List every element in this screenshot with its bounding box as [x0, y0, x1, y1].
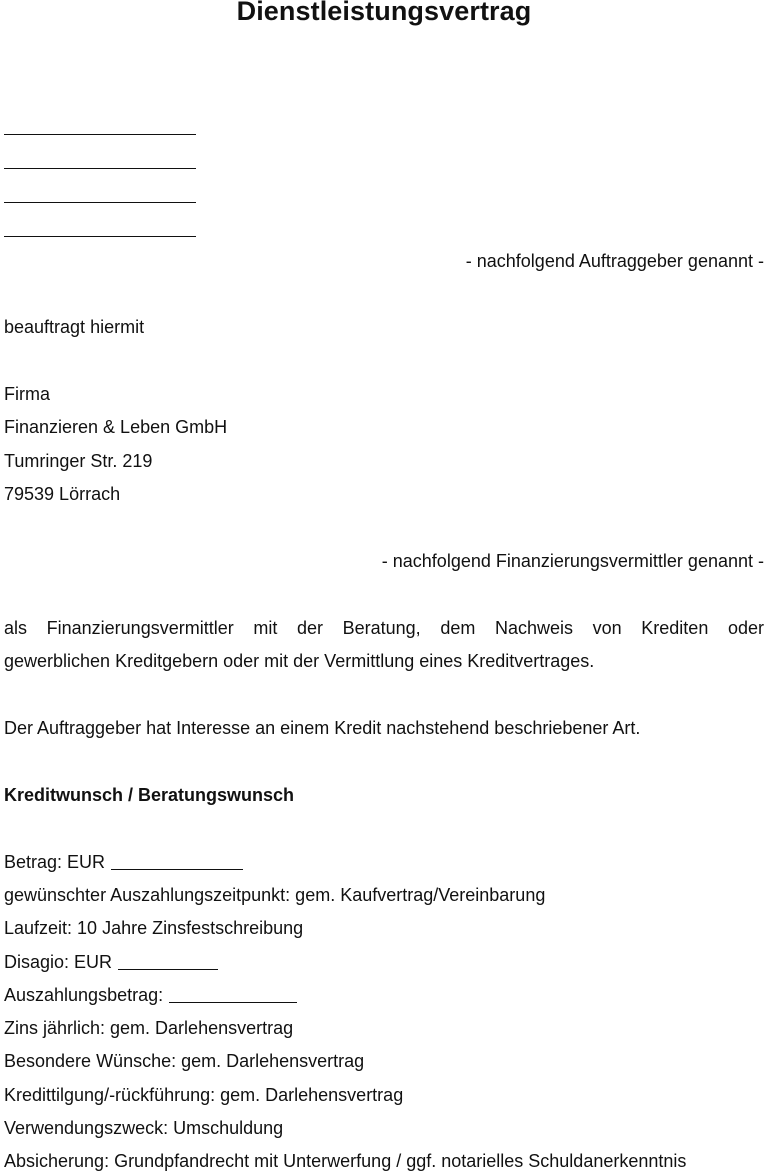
firma-city: 79539 Lörrach [4, 484, 121, 504]
field-wuensche: Besondere Wünsche: gem. Darlehensvertrag [4, 1051, 365, 1071]
firma-label: Firma [4, 384, 50, 404]
field-zins: Zins jährlich: gem. Darlehensvertrag [4, 1018, 294, 1038]
auftraggeber-blank-line-4[interactable] [4, 236, 196, 237]
paragraph1-line1: als Finanzierungsvermittler mit der Beratung, dem Nachweis von Krediten oder [4, 618, 764, 638]
auszahlungsbetrag-blank-line[interactable] [169, 1002, 297, 1003]
vermittler-genannt-text: - nachfolgend Finanzierungsvermittler genannt - [381, 551, 764, 571]
field-zweck: Verwendungszweck: Umschuldung [4, 1118, 284, 1138]
auftraggeber-blank-line-1[interactable] [4, 134, 196, 135]
field-disagio-label: Disagio: EUR [4, 952, 113, 972]
firma-name: Finanzieren & Leben GmbH [4, 417, 228, 437]
section-heading: Kreditwunsch / Beratungswunsch [4, 785, 295, 805]
auftraggeber-genannt-text: - nachfolgend Auftraggeber genannt - [465, 251, 764, 271]
field-betrag-label: Betrag: EUR [4, 852, 106, 872]
firma-street: Tumringer Str. 219 [4, 451, 153, 471]
betrag-blank-line[interactable] [111, 869, 243, 870]
document-title: Dienstleistungsvertrag [236, 0, 532, 26]
paragraph1-line2: gewerblichen Kreditgebern oder mit der Vermittlung eines Kreditvertrages. [4, 651, 595, 671]
field-disagio [4, 951, 218, 973]
disagio-blank-line[interactable] [118, 969, 218, 970]
field-tilgung: Kredittilgung/-rückführung: gem. Darlehensvertrag [4, 1085, 404, 1105]
beauftragt-text: beauftragt hiermit [4, 317, 145, 337]
field-auszahlungsbetrag-label: Auszahlungsbetrag: [4, 985, 164, 1005]
field-auszahlungsbetrag [4, 984, 297, 1006]
field-laufzeit: Laufzeit: 10 Jahre Zinsfestschreibung [4, 918, 304, 938]
field-betrag [4, 851, 243, 873]
paragraph2: Der Auftraggeber hat Interesse an einem Kredit nachstehend beschriebener Art. [4, 718, 641, 738]
field-absicherung: Absicherung: Grundpfandrecht mit Unterwerfung / ggf. notarielles Schuldanerkenntnis [4, 1151, 687, 1171]
auftraggeber-blank-line-2[interactable] [4, 168, 196, 169]
auftraggeber-blank-line-3[interactable] [4, 202, 196, 203]
field-auszahlungszeitpunkt: gewünschter Auszahlungszeitpunkt: gem. Kaufvertrag/Vereinbarung [4, 885, 546, 905]
